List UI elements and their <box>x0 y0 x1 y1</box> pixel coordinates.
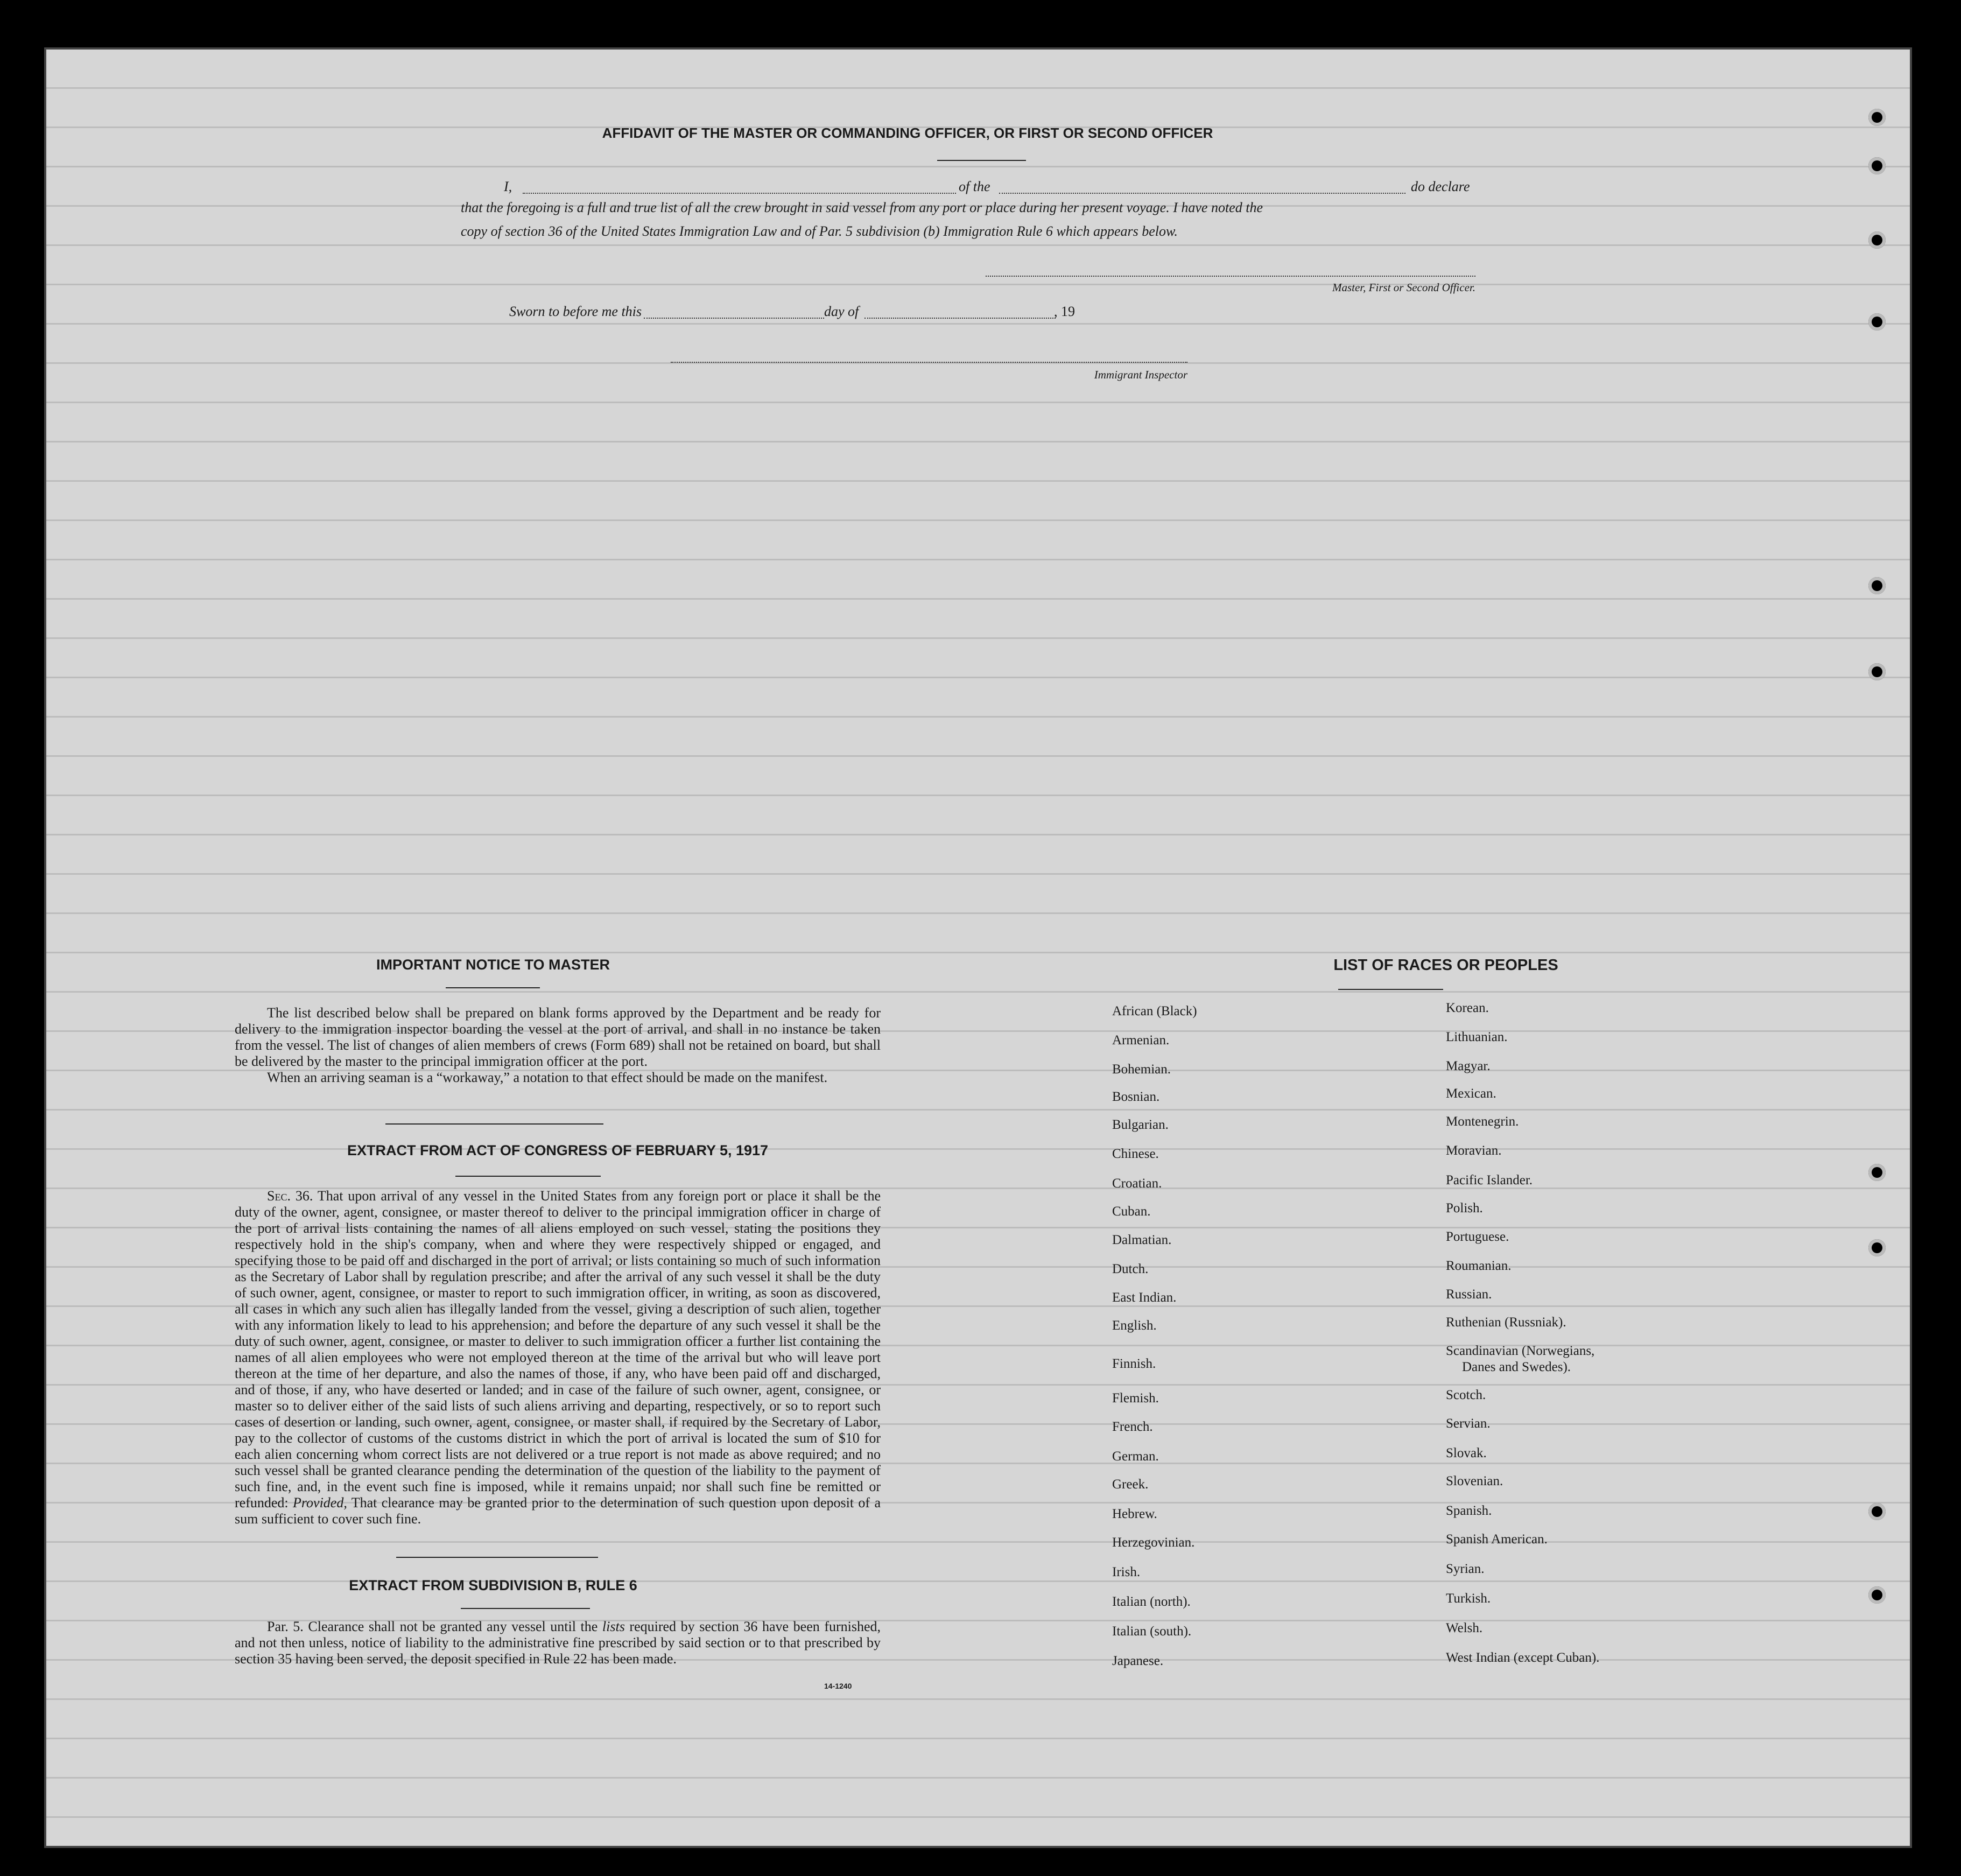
year-label: , 19 <box>1054 304 1075 319</box>
notice-title: IMPORTANT NOTICE TO MASTER <box>376 957 610 973</box>
notice-underline <box>446 987 540 988</box>
rule-extract-text-a: Par. 5. Clearance shall not be granted any vessel until the <box>267 1619 598 1634</box>
act-extract-title: EXTRACT FROM ACT OF CONGRESS OF FEBRUARY 5, 1917 <box>347 1142 769 1158</box>
rule-extract-underline <box>461 1608 590 1609</box>
master-signature-label: Master, First or Second Officer. <box>1332 281 1475 294</box>
race-left-item: Flemish. <box>1112 1391 1159 1406</box>
notice-paragraph-2: When an arriving seaman is a “workaway,” a notation to that effect should be made on the manifest. <box>267 1070 828 1085</box>
race-left-item: Chinese. <box>1112 1147 1159 1161</box>
binder-hole <box>1868 157 1886 174</box>
i-label: I, <box>504 179 512 194</box>
sworn-month-blank[interactable] <box>864 318 1056 319</box>
race-left-item: English. <box>1112 1318 1157 1333</box>
race-left-item: Japanese. <box>1112 1654 1164 1668</box>
race-right-item: Spanish. <box>1446 1503 1492 1518</box>
race-left-item: French. <box>1112 1420 1153 1434</box>
race-right-item: Portuguese. <box>1446 1229 1509 1244</box>
affidavit-line-1: that the foregoing is a full and true list of all the crew brought in said vessel from any port or place during her present voyage. I have noted the <box>461 200 1263 215</box>
race-right-item: Moravian. <box>1446 1143 1502 1158</box>
race-left-item: Bulgarian. <box>1112 1118 1169 1132</box>
race-right-item: Spanish American. <box>1446 1532 1548 1547</box>
race-left-item: Irish. <box>1112 1565 1141 1579</box>
race-right-item: Mexican. <box>1446 1086 1496 1101</box>
binder-hole <box>1868 231 1886 249</box>
race-left-item: African (Black) <box>1112 1004 1197 1018</box>
affidavit-line-2: copy of section 36 of the United States Immigration Law and of Par. 5 subdivision (b) Immigration Rule 6 which appears below. <box>461 223 1178 239</box>
races-title: LIST OF RACES OR PEOPLES <box>1333 957 1558 974</box>
affidavit-statement <box>461 196 1484 243</box>
rule-extract-text-b: required by section 36 have been furnished, and not then unless, notice of liability to the administrative fine prescribed by said section or to that prescribed by section 35 having been served, the deposit specified in Rule 22 has been made. <box>235 1619 881 1667</box>
sworn-day-blank[interactable] <box>644 318 824 319</box>
act-extract-divider <box>396 1557 598 1558</box>
race-right-item: Ruthenian (Russniak). <box>1446 1315 1566 1330</box>
race-right-item: West Indian (except Cuban). <box>1446 1650 1600 1665</box>
act-extract-text: That upon arrival of any vessel in the United States from any foreign port or place it shall be the duty of the owner, agent, consignee, or master thereof to deliver to the principal immigration officer in charge of the port of arrival lists containing the names of all aliens employed on such vessel, stating the positions they respectively hold in the ship's company, when and where they were respectively shipped or engaged, and specifying those to be paid off and discharged in the port of arrival; or lists containing so much of such information as the Secretary of Labor shall by regulation prescribe; and after the arrival of any such vessel it shall be the duty of such owner, agent, consignee, or master to report to such immigration officer, in writing, as soon as discovered, all cases in which any such alien has illegally landed from the vessel, giving a description of such alien, together with any information likely to lead to his apprehension; and before the departure of any such vessel it shall be the duty of such owner, agent, consignee, or master to deliver to such immigration officer a further list containing the names of all alien employees who were not employed thereon at the time of the arrival but who will leave port thereon at the time of her departure, and also the names of those, if any, who have been paid off and discharged, and of those, if any, who have deserted or landed; and in case of the failure of such owner, agent, consignee, or master so to deliver either of the said lists of such aliens arriving and departing, respectively, or so to report such cases of desertion or landing, such owner, agent, consignee, or master shall, if required by the Secretary of Labor, pay to the collector of customs of the customs district in which the port of arrival is located the sum of $10 for each alien concerning whom correct lists are not delivered or a true report is not made as above required; and no such vessel shall be granted clearance pending the determination of the question of the liability to the payment of such fine, and, in the event such fine is imposed, while it remains unpaid; nor shall such fine be remitted or refunded: <box>235 1188 881 1510</box>
race-right-item: Russian. <box>1446 1287 1492 1302</box>
vessel-blank[interactable] <box>999 193 1405 194</box>
race-right-item: Turkish. <box>1446 1591 1491 1606</box>
notice-body <box>235 1005 881 1086</box>
race-right-item: Servian. <box>1446 1416 1491 1431</box>
do-declare-label: do declare <box>1411 179 1470 194</box>
day-of-label: day of <box>824 304 859 319</box>
title-underline <box>937 160 1026 161</box>
race-left-item: Italian (south). <box>1112 1624 1192 1639</box>
race-left-item: East Indian. <box>1112 1290 1177 1305</box>
binder-hole <box>1868 1239 1886 1256</box>
race-left-item: Bosnian. <box>1112 1090 1160 1104</box>
lists-word: lists <box>602 1619 625 1634</box>
manifest-page <box>44 47 1912 1848</box>
race-left-item: Dalmatian. <box>1112 1233 1172 1247</box>
act-extract-underline <box>455 1176 601 1177</box>
act-extract-text-end: That clearance may be granted prior to the determination of such question upon deposit of a sum sufficient to cover such fine. <box>235 1495 881 1527</box>
binder-hole <box>1868 109 1886 126</box>
race-left-item: Cuban. <box>1112 1204 1151 1219</box>
race-right-item: Roumanian. <box>1446 1259 1512 1273</box>
notice-divider <box>385 1123 603 1125</box>
race-right-item: Pacific Islander. <box>1446 1173 1533 1188</box>
of-the-label: of the <box>959 179 990 194</box>
races-underline <box>1338 989 1443 990</box>
binder-hole <box>1868 1586 1886 1604</box>
rule-extract-title: EXTRACT FROM SUBDIVISION B, RULE 6 <box>349 1577 637 1593</box>
form-number: 14-1240 <box>824 1682 852 1690</box>
bleed-through-texture <box>46 50 1910 1846</box>
race-left-item: Finnish. <box>1112 1357 1156 1371</box>
race-left-item: Armenian. <box>1112 1033 1170 1048</box>
race-left-item: Herzegovinian. <box>1112 1535 1195 1550</box>
binder-hole <box>1868 313 1886 331</box>
provided-word: Provided, <box>293 1495 347 1510</box>
binder-hole <box>1868 1164 1886 1181</box>
binder-hole <box>1868 577 1886 594</box>
race-right-item: Danes and Swedes). <box>1462 1360 1571 1374</box>
race-right-item: Scandinavian (Norwegians, <box>1446 1344 1595 1358</box>
race-right-item: Slovak. <box>1446 1446 1487 1460</box>
race-right-item: Syrian. <box>1446 1562 1485 1576</box>
race-right-item: Montenegrin. <box>1446 1114 1519 1129</box>
race-right-item: Polish. <box>1446 1201 1483 1215</box>
race-right-item: Magyar. <box>1446 1059 1491 1073</box>
section-label: Sec. 36. <box>267 1188 313 1204</box>
master-signature-line[interactable] <box>986 276 1475 277</box>
race-right-item: Welsh. <box>1446 1621 1483 1635</box>
notice-paragraph-1: The list described below shall be prepared on blank forms approved by the Department and be ready for delivery to the immigration inspector boarding the vessel at the port of arrival, and shall in no instance be taken from the vessel. The list of changes of alien members of crews (Form 689) shall not be retained on board, but shall be delivered by the master to the principal immigration officer at the port. <box>235 1005 881 1069</box>
race-left-item: Croatian. <box>1112 1176 1162 1191</box>
rule-extract-body <box>235 1619 881 1667</box>
inspector-signature-line[interactable] <box>671 362 1187 363</box>
race-right-item: Scotch. <box>1446 1388 1486 1402</box>
race-left-item: German. <box>1112 1449 1159 1464</box>
inspector-label: Immigrant Inspector <box>1094 368 1187 381</box>
race-right-item: Lithuanian. <box>1446 1030 1508 1044</box>
binder-hole <box>1868 1503 1886 1520</box>
race-right-item: Slovenian. <box>1446 1474 1503 1488</box>
race-left-item: Italian (north). <box>1112 1594 1191 1609</box>
race-left-item: Greek. <box>1112 1477 1149 1492</box>
race-right-item: Korean. <box>1446 1001 1489 1015</box>
affidavit-title: AFFIDAVIT OF THE MASTER OR COMMANDING OFFICER, OR FIRST OR SECOND OFFICER <box>602 125 1213 141</box>
race-left-item: Bohemian. <box>1112 1062 1171 1077</box>
binder-hole <box>1868 663 1886 680</box>
race-left-item: Dutch. <box>1112 1262 1149 1276</box>
name-blank[interactable] <box>523 193 956 194</box>
race-left-item: Hebrew. <box>1112 1507 1157 1521</box>
act-extract-body <box>235 1188 881 1527</box>
sworn-label: Sworn to before me this <box>509 304 642 319</box>
